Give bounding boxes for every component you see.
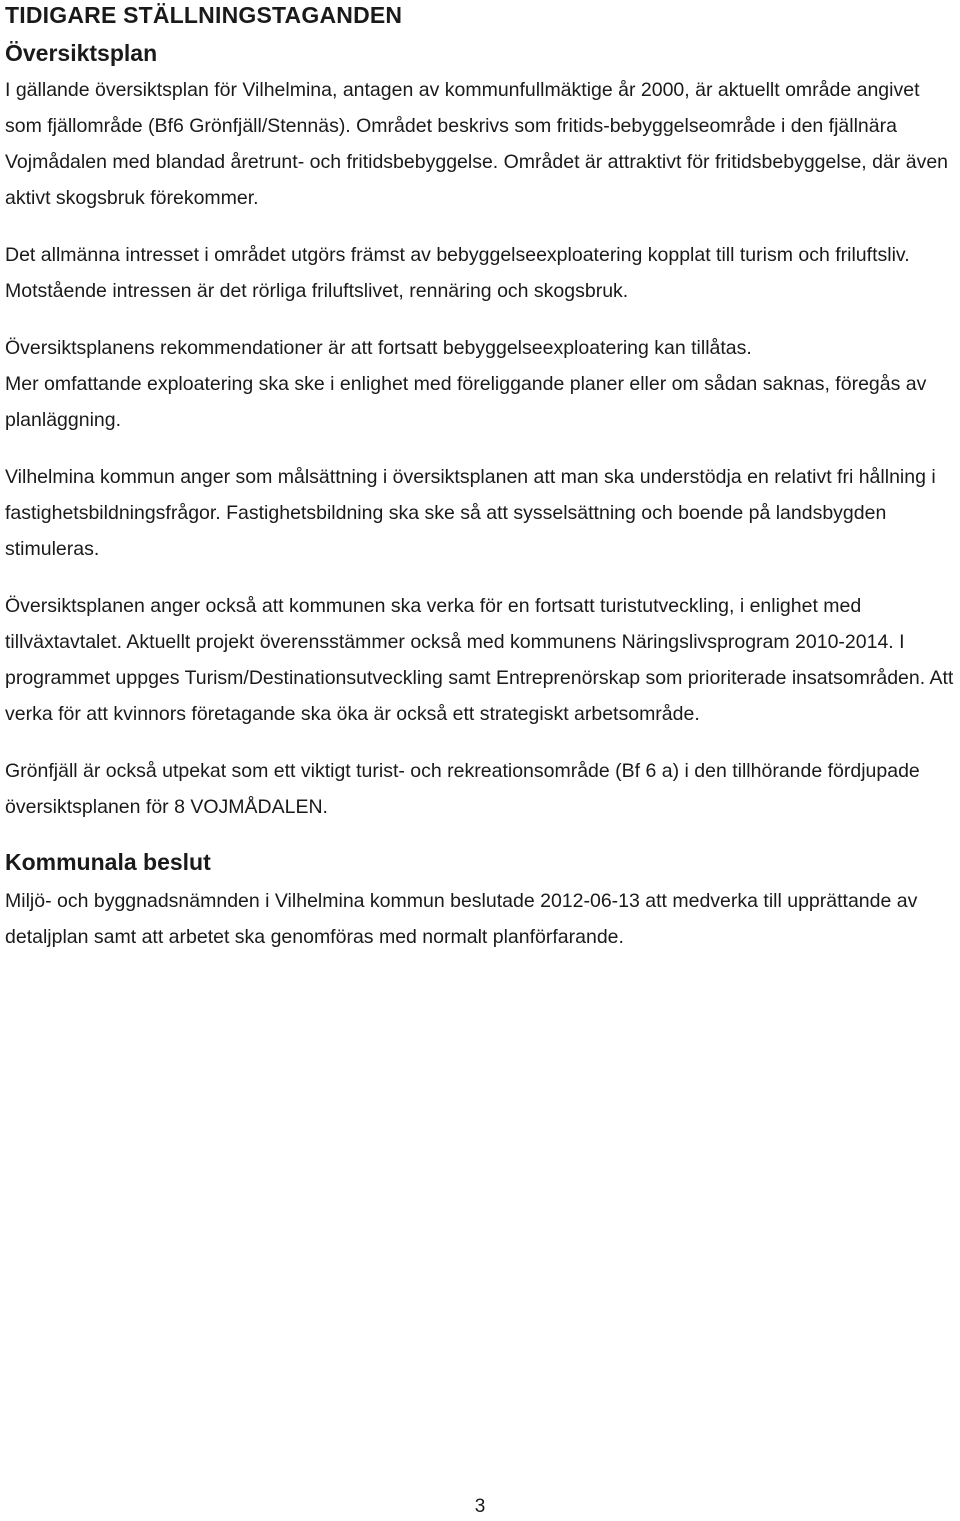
- paragraph-malsattning: Vilhelmina kommun anger som målsättning i översiktsplanen att man ska understödja en relativt fri hållning i fastighetsbildningsfrågor. Fastighetsbildning ska ske så att sysselsättning och boende på landsbygden stimuleras.: [5, 466, 936, 560]
- main-heading: TIDIGARE STÄLLNINGSTAGANDEN: [5, 2, 403, 28]
- paragraph-allmanna-intresset: Det allmänna intresset i området utgörs främst av bebyggelseexploatering kopplat till turism och friluftsliv. Motstående intressen är det rörliga friluftslivet, rennäring och skogsbruk.: [5, 244, 910, 302]
- page-number: 3: [474, 1496, 486, 1517]
- paragraph-oversiktsplan-intro: I gällande översiktsplan för Vilhelmina, antagen av kommunfullmäktige år 2000, är aktuellt område angivet som fjällområde (Bf6 Grönfjäll/Stennäs). Området beskrivs som fritids-bebyggelseområde i den fjällnära Vojmådalen med blandad åretrunt- och fritidsbebyggelse. Området är attraktivt för fritidsbebyggelse, där även aktivt skogsbruk förekommer.: [5, 79, 949, 209]
- section-heading-kommunala-beslut: Kommunala beslut: [5, 849, 211, 875]
- paragraph-kommunala-beslut: Miljö- och byggnadsnämnden i Vilhelmina kommun beslutade 2012-06-13 att medverka till upprättande av detaljplan samt att arbetet ska genomföras med normalt planförfarande.: [5, 890, 918, 948]
- section-heading-oversiktsplan: Översiktsplan: [5, 40, 158, 66]
- paragraph-gronfjall: Grönfjäll är också utpekat som ett viktigt turist- och rekreationsområde (Bf 6 a) i den tillhörande fördjupade översiktsplanen för 8 VOJMÅDALEN.: [5, 760, 920, 818]
- document-page: [5, 0, 957, 955]
- paragraph-omfattande-exploatering: Mer omfattande exploatering ska ske i enlighet med föreliggande planer eller om sådan saknas, föregås av planläggning.: [5, 373, 927, 431]
- paragraph-turistutveckling: Översiktsplanen anger också att kommunen ska verka för en fortsatt turistutveckling, i enlighet med tillväxtavtalet. Aktuellt projekt överensstämmer också med kommunens Näringslivsprogram 2010-2014. I programmet uppges Turism/Destinationsutveckling samt Entreprenörskap som prioriterade insatsområden. Att verka för att kvinnors företagande ska öka är också ett strategiskt arbetsområde.: [5, 595, 954, 725]
- paragraph-rekommendationer: Översiktsplanens rekommendationer är att fortsatt bebyggelseexploatering kan tillåtas.: [5, 337, 752, 359]
